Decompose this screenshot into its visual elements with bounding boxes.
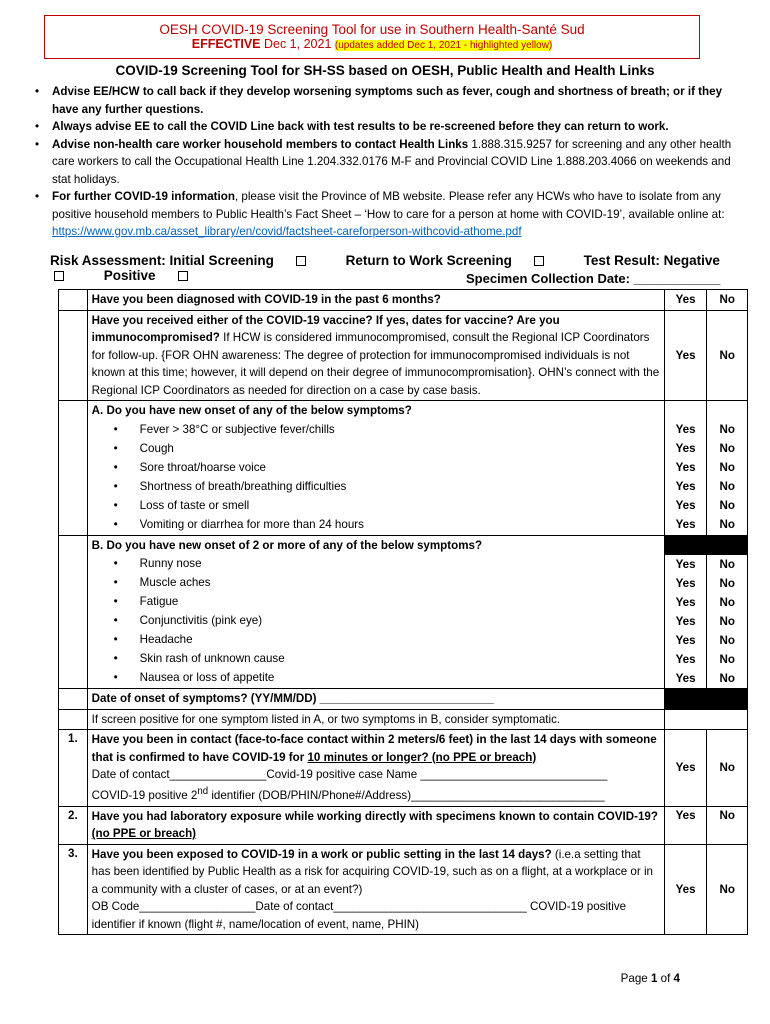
table-row: [59, 806, 748, 844]
symptom-label: Loss of taste or smell: [139, 498, 250, 512]
yes-option[interactable]: Yes: [675, 441, 696, 455]
no-option[interactable]: No: [707, 310, 748, 401]
yes-option[interactable]: Yes: [675, 517, 696, 531]
question-public-exposure: [87, 844, 664, 935]
table-row: [59, 689, 748, 710]
identifier-prefix: COVID-19 positive 2: [91, 789, 198, 803]
symptom-label: Vomiting or diarrhea for more than 24 hours: [139, 517, 364, 531]
yes-option[interactable]: Yes: [664, 844, 707, 935]
yes-option[interactable]: Yes: [675, 633, 696, 647]
bullet-icon: •: [113, 498, 118, 512]
positive-checkbox[interactable]: [178, 271, 188, 281]
symptom-label: Headache: [139, 633, 193, 646]
rtw-screening-option: [346, 253, 562, 268]
table-row: [59, 535, 748, 689]
screening-table: [58, 289, 748, 935]
bullet-icon: •: [113, 422, 118, 436]
page-footer: [621, 972, 680, 985]
blacked-out-cell: [665, 536, 707, 555]
yes-column: [664, 401, 707, 536]
yes-option[interactable]: Yes: [675, 671, 696, 685]
symptom-label: Fatigue: [139, 595, 179, 608]
symptom-label: Runny nose: [139, 557, 202, 570]
table-row: [59, 310, 748, 401]
symptom-item: [92, 668, 660, 687]
banner-effective: [45, 37, 699, 53]
symptom-label: Conjunctivitis (pink eye): [139, 614, 263, 627]
initial-screening-checkbox[interactable]: [296, 256, 306, 266]
instruction-item: [32, 136, 732, 189]
yes-option[interactable]: Yes: [664, 310, 707, 401]
blacked-out-cell: [707, 536, 747, 555]
instruction-bold: Advise EE/HCW to call back if they develop worsening symptoms such as fever, cough and shortness of breath; or if they have any further questions.: [52, 85, 723, 116]
symptom-item: [92, 573, 660, 592]
no-option[interactable]: No: [707, 844, 748, 935]
document-title: COVID-19 Screening Tool for SH-SS based on OESH, Public Health and Health Links: [115, 63, 655, 78]
symptom-item: [92, 458, 660, 477]
identifier-suffix: identifier (DOB/PHIN/Phone#/Address)______________________________: [208, 789, 605, 803]
symptom-label: Skin rash of unknown cause: [139, 652, 285, 665]
bullet-icon: •: [113, 479, 118, 493]
vaccine-question-text: If HCW is considered immunocompromised, consult the Regional ICP Coordinators for follow-up. {FOR OHN awareness: The degree of protection for immunocompromised individuals is not known at this time; however, it will depend on their degree of immunocompromisation}. OHN’s connect with the Regional ICP Coordinators as needed for direction on a case by case basis.: [91, 331, 660, 397]
bullet-icon: •: [35, 190, 40, 203]
symptom-label: Nausea or loss of appetite: [139, 671, 275, 684]
banner-title: OESH COVID-19 Screening Tool for use in Southern Health-Santé Sud: [159, 22, 585, 37]
effective-date: Dec 1, 2021: [263, 37, 332, 51]
instruction-item: [32, 83, 732, 118]
page-prefix: Page: [620, 972, 651, 985]
specimen-date[interactable]: Specimen Collection Date: ____________: [466, 271, 721, 286]
bullet-icon: •: [35, 85, 40, 98]
bullet-icon: •: [113, 595, 118, 608]
bullet-icon: •: [113, 460, 118, 474]
no-option[interactable]: No: [719, 576, 735, 590]
yes-option[interactable]: Yes: [675, 576, 696, 590]
no-option[interactable]: No: [719, 652, 735, 666]
initial-screening-label: Risk Assessment: Initial Screening: [50, 253, 274, 268]
yes-option[interactable]: Yes: [675, 614, 696, 628]
bullet-icon: •: [113, 614, 118, 627]
no-option[interactable]: No: [719, 633, 735, 647]
no-option[interactable]: No: [719, 479, 735, 493]
instruction-item: [32, 118, 732, 136]
no-option[interactable]: No: [719, 671, 735, 685]
bullet-icon: •: [113, 633, 118, 646]
bullet-icon: •: [113, 576, 118, 589]
yes-column: [664, 535, 707, 689]
screen-positive-note: If screen positive for one symptom listed in A, or two symptoms in B, consider symptomatic.: [87, 709, 664, 730]
question-diagnosed: Have you been diagnosed with COVID-19 in the past 6 months?: [87, 290, 664, 311]
instruction-bold: Advise non-health care worker household members to contact Health Links: [52, 137, 469, 151]
lab-question-bold: Have you had laboratory exposure while working directly with specimens known to contain COVID-19?: [91, 809, 658, 823]
symptom-item: [92, 649, 660, 668]
yes-option[interactable]: Yes: [675, 460, 696, 474]
symptoms-a: [87, 401, 664, 536]
symptom-item: [92, 554, 660, 573]
ob-code-field[interactable]: OB Code__________________Date of contact______________________________ COVID-19 positive identifier if known (flight #, name/location of event, name, PHIN): [91, 900, 627, 931]
yes-option[interactable]: Yes: [675, 557, 696, 571]
updates-note: (updates added Dec 1, 2021 - highlighted yellow): [334, 40, 553, 51]
lab-question-underline: (no PPE or breach): [91, 827, 197, 841]
instructions-list: [32, 83, 732, 241]
contact-question-underline: 10 minutes or longer? (no PPE or breach): [307, 750, 537, 764]
vaccine-question-bold: Have you received either of the COVID-19 vaccine? If yes, dates for vaccine? Are you immunocompromised?: [91, 313, 560, 344]
instruction-bold: For further COVID-19 information: [52, 190, 235, 203]
negative-label: Test Result: Negative: [583, 253, 720, 268]
rtw-screening-label: Return to Work Screening: [345, 253, 512, 268]
row-number: [59, 709, 88, 730]
yes-option[interactable]: Yes: [675, 422, 696, 436]
bullet-icon: •: [113, 517, 118, 531]
symptom-item: [92, 611, 660, 630]
symptom-label: Shortness of breath/breathing difficulties: [139, 479, 347, 493]
symptom-label: Cough: [139, 441, 174, 455]
table-row: [59, 730, 748, 807]
blacked-out-cell: [664, 689, 747, 710]
symptom-item: [92, 592, 660, 611]
no-option[interactable]: No: [719, 422, 735, 436]
no-option[interactable]: No: [719, 517, 735, 531]
row-number: [59, 535, 88, 689]
header-banner: [44, 15, 700, 59]
table-row: [59, 844, 748, 935]
no-option[interactable]: No: [719, 460, 735, 474]
bullet-icon: •: [113, 652, 118, 665]
symptoms-a-heading: A. Do you have new onset of any of the below symptoms?: [91, 404, 412, 417]
symptom-item: [92, 477, 660, 496]
symptoms-b: [87, 535, 664, 689]
symptom-label: Muscle aches: [139, 576, 211, 589]
contact-date-field[interactable]: Date of contact_______________Covid-19 positive case Name _____________________________: [91, 768, 608, 781]
bullet-icon: •: [35, 137, 40, 151]
rtw-screening-checkbox[interactable]: [534, 256, 544, 266]
factsheet-link[interactable]: https://www.gov.mb.ca/asset_library/en/covid/factsheet-careforperson-withcovid-athome.pdf: [52, 225, 522, 238]
row-number: 1.: [59, 730, 88, 807]
positive-label: Positive: [103, 268, 156, 283]
instruction-bold: Always advise EE to call the COVID Line back with test results to be re-screened before they can return to work.: [52, 120, 669, 133]
contact-identifier-field[interactable]: [91, 786, 605, 803]
bullet-icon: •: [113, 671, 118, 684]
row-number: [59, 689, 88, 710]
negative-checkbox[interactable]: [54, 271, 64, 281]
initial-screening-option: [50, 253, 324, 268]
page-total: 4: [673, 972, 680, 985]
identifier-superscript: nd: [197, 786, 209, 798]
no-option[interactable]: No: [707, 290, 748, 311]
question-vaccine: [87, 310, 664, 401]
symptom-item: [92, 630, 660, 649]
yes-option[interactable]: Yes: [664, 730, 707, 807]
symptom-item: [92, 420, 660, 439]
question-lab-exposure: [87, 806, 664, 844]
instruction-item: [32, 188, 732, 241]
table-row: [59, 290, 748, 311]
symptom-item: [92, 439, 660, 458]
instruction-text: 1.888.315.9257 for screening and any other health care workers to call the Occupational Health Line 1.204.332.0176 M-F and Provincial COVID Line 1.888.203.4066 on weekends and stat holidays.: [52, 137, 732, 186]
yes-option[interactable]: Yes: [675, 498, 696, 512]
row-number: [59, 401, 88, 536]
symptoms-b-heading: B. Do you have new onset of 2 or more of any of the below symptoms?: [91, 538, 483, 552]
page-number: 1: [650, 972, 658, 985]
no-option[interactable]: No: [719, 557, 735, 571]
yes-option[interactable]: Yes: [664, 290, 707, 311]
public-question-text: (i.e.a setting that has been identified by Public Health as a risk for acquiring COVID-19, such as on a flight, at a workplace or in a community with a cluster of cases, or at an event?): [91, 847, 653, 896]
symptom-item: [92, 515, 660, 534]
row-number: 2.: [59, 806, 88, 844]
onset-date-field[interactable]: Date of onset of symptoms? (YY/MM/DD) ___________________________: [87, 689, 664, 710]
yes-option[interactable]: Yes: [675, 652, 696, 666]
empty-cell: [664, 709, 747, 730]
effective-label: EFFECTIVE: [191, 37, 261, 51]
no-option[interactable]: No: [719, 441, 735, 455]
bullet-icon: •: [113, 557, 118, 570]
symptom-item: [92, 496, 660, 515]
instruction-text: , please visit the Province of MB website. Please refer any HCWs who have to isolate from any positive household members to Public Health’s Fact Sheet – ‘How to care for a person at home with COVID-19’, available online at:: [52, 190, 725, 221]
yes-option[interactable]: Yes: [664, 806, 707, 844]
yes-option[interactable]: Yes: [675, 595, 696, 609]
row-number: [59, 290, 88, 311]
no-option[interactable]: No: [719, 498, 735, 512]
no-column: [707, 535, 748, 689]
bullet-icon: •: [113, 441, 118, 455]
no-option[interactable]: No: [719, 614, 735, 628]
positive-option: [104, 268, 206, 283]
symptom-label: Fever > 38°C or subjective fever/chills: [139, 422, 335, 436]
no-column: [707, 401, 748, 536]
table-row: [59, 709, 748, 730]
bullet-icon: •: [35, 120, 40, 133]
no-option[interactable]: No: [719, 595, 735, 609]
table-row: [59, 401, 748, 536]
contact-question-bold: Have you been in contact (face-to-face contact within 2 meters/6 feet) in the last 14 days with someone that is confirmed to have COVID-19 for: [91, 733, 657, 764]
row-number: [59, 310, 88, 401]
question-contact: [87, 730, 664, 807]
page-of: of: [657, 972, 674, 985]
no-option[interactable]: No: [707, 806, 748, 844]
public-question-bold: Have you been exposed to COVID-19 in a work or public setting in the last 14 days?: [91, 847, 552, 861]
yes-option[interactable]: Yes: [675, 479, 696, 493]
row-number: 3.: [59, 844, 88, 935]
symptom-label: Sore throat/hoarse voice: [139, 460, 266, 474]
no-option[interactable]: No: [707, 730, 748, 807]
